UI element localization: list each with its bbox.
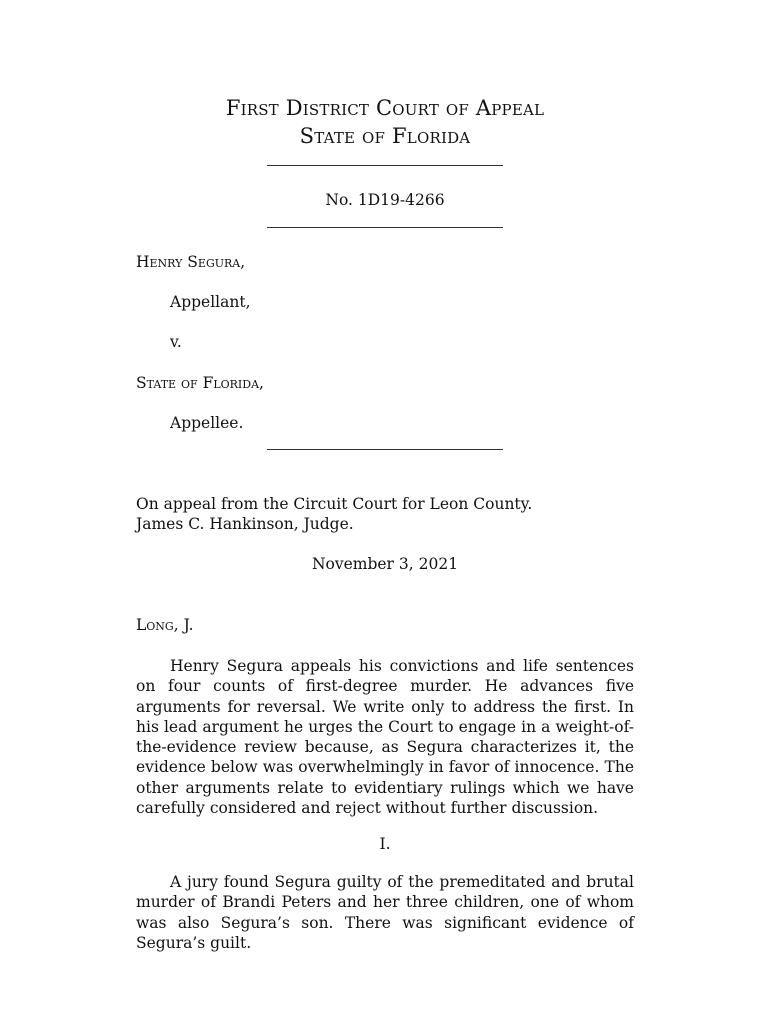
paragraph-text: Henry Segura appeals his convictions and life sentences on four counts of first-degree murder. He advances five arguments for reversal. We write only to address the first. In his lead argument he urges the Court to engage in a weight-of-the-evidence review because, as Segura characterizes it, the evidence below was overwhelmingly in favor of innocence. The other arguments relate to evidentiary rulings which we have carefully considered and reject without further discussion. [136,657,634,818]
decision-date: November 3, 2021 [311,555,459,573]
body-paragraph [136,656,634,818]
trial-judge: James C. Hankinson, Judge. [136,515,354,533]
appeal-origin: On appeal from the Circuit Court for Leon County. [136,495,533,513]
divider-rule [267,165,503,166]
appellant-role: Appellant, [170,293,251,311]
versus: v. [170,333,182,351]
paragraph-text: A jury found Segura guilty of the premeditated and brutal murder of Brandi Peters and her three children, one of whom was also Segura’s son. There was significant evidence of Segura’s guilt. [136,873,634,952]
court-name: First District Court of Appeal [225,96,545,120]
appellee-role: Appellee. [170,414,244,432]
case-number: No. 1D19-4266 [325,191,445,209]
body-paragraph [136,872,634,953]
appellant-name: Henry Segura, [136,253,246,271]
court-state: State of Florida [299,124,471,148]
section-heading: I. [379,835,391,853]
opinion-author: Long, J. [136,616,194,634]
divider-rule [267,449,503,450]
divider-rule [267,227,503,228]
appellee-name: State of Florida, [136,374,264,392]
